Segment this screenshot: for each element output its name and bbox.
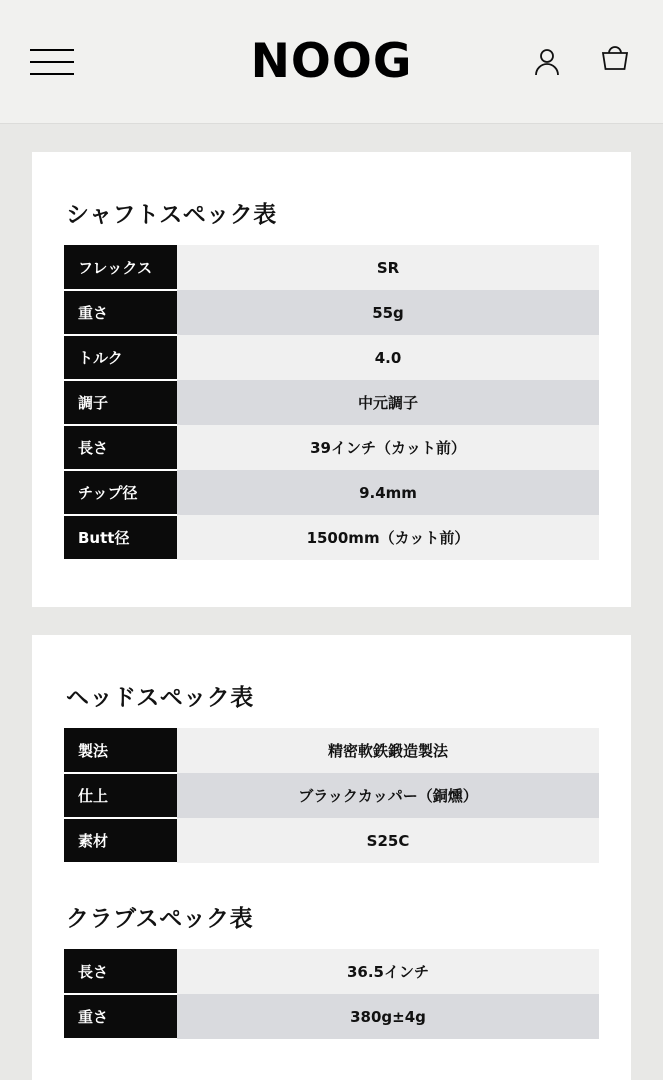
spec-value: 精密軟鉄鍛造製法 (177, 728, 599, 773)
club-spec-title: クラブスペック表 (66, 906, 254, 932)
spec-label: 長さ (64, 425, 177, 470)
hamburger-bar (30, 49, 74, 51)
hamburger-bar (30, 61, 74, 63)
table-row (64, 290, 599, 335)
spec-value: 1500mm（カット前） (177, 515, 599, 560)
spec-label: 製法 (64, 728, 177, 773)
spec-label: 長さ (64, 949, 177, 994)
account-person-icon[interactable] (529, 42, 565, 82)
spec-label: 素材 (64, 818, 177, 863)
site-header (0, 0, 663, 124)
spec-label: Butt径 (64, 515, 177, 560)
table-row (64, 994, 599, 1039)
club-spec-table (64, 949, 599, 1040)
main-content (0, 152, 663, 1080)
spec-value: SR (177, 245, 599, 290)
shaft-spec-table (64, 245, 599, 561)
table-row (64, 425, 599, 470)
spec-label: 調子 (64, 380, 177, 425)
spec-label: トルク (64, 335, 177, 380)
table-row (64, 728, 599, 773)
shaft-spec-card (32, 152, 631, 607)
spec-value: 55g (177, 290, 599, 335)
table-row (64, 245, 599, 290)
spec-value: 39インチ（カット前） (177, 425, 599, 470)
spec-label: フレックス (64, 245, 177, 290)
table-row (64, 949, 599, 994)
spec-value: S25C (177, 818, 599, 863)
table-row (64, 818, 599, 863)
site-logo: NOOG (250, 34, 413, 89)
head-spec-table (64, 728, 599, 864)
hamburger-bar (30, 73, 74, 75)
header-actions (529, 42, 633, 82)
spec-label: 仕上 (64, 773, 177, 818)
shopping-cart-icon[interactable] (597, 42, 633, 82)
table-row (64, 470, 599, 515)
spec-value: 4.0 (177, 335, 599, 380)
spec-label: チップ径 (64, 470, 177, 515)
table-row (64, 773, 599, 818)
spec-value: ブラックカッパー（銅燻） (177, 773, 599, 818)
spec-value: 中元調子 (177, 380, 599, 425)
table-row (64, 515, 599, 560)
spec-value: 380g±4g (177, 994, 599, 1039)
spec-label: 重さ (64, 290, 177, 335)
head-club-spec-card (32, 635, 631, 1080)
hamburger-menu-icon[interactable] (30, 45, 74, 79)
spec-value: 9.4mm (177, 470, 599, 515)
table-row (64, 335, 599, 380)
head-spec-title: ヘッドスペック表 (66, 685, 254, 711)
spec-value: 36.5インチ (177, 949, 599, 994)
shaft-spec-title: シャフトスペック表 (66, 202, 277, 228)
table-row (64, 380, 599, 425)
spec-label: 重さ (64, 994, 177, 1039)
